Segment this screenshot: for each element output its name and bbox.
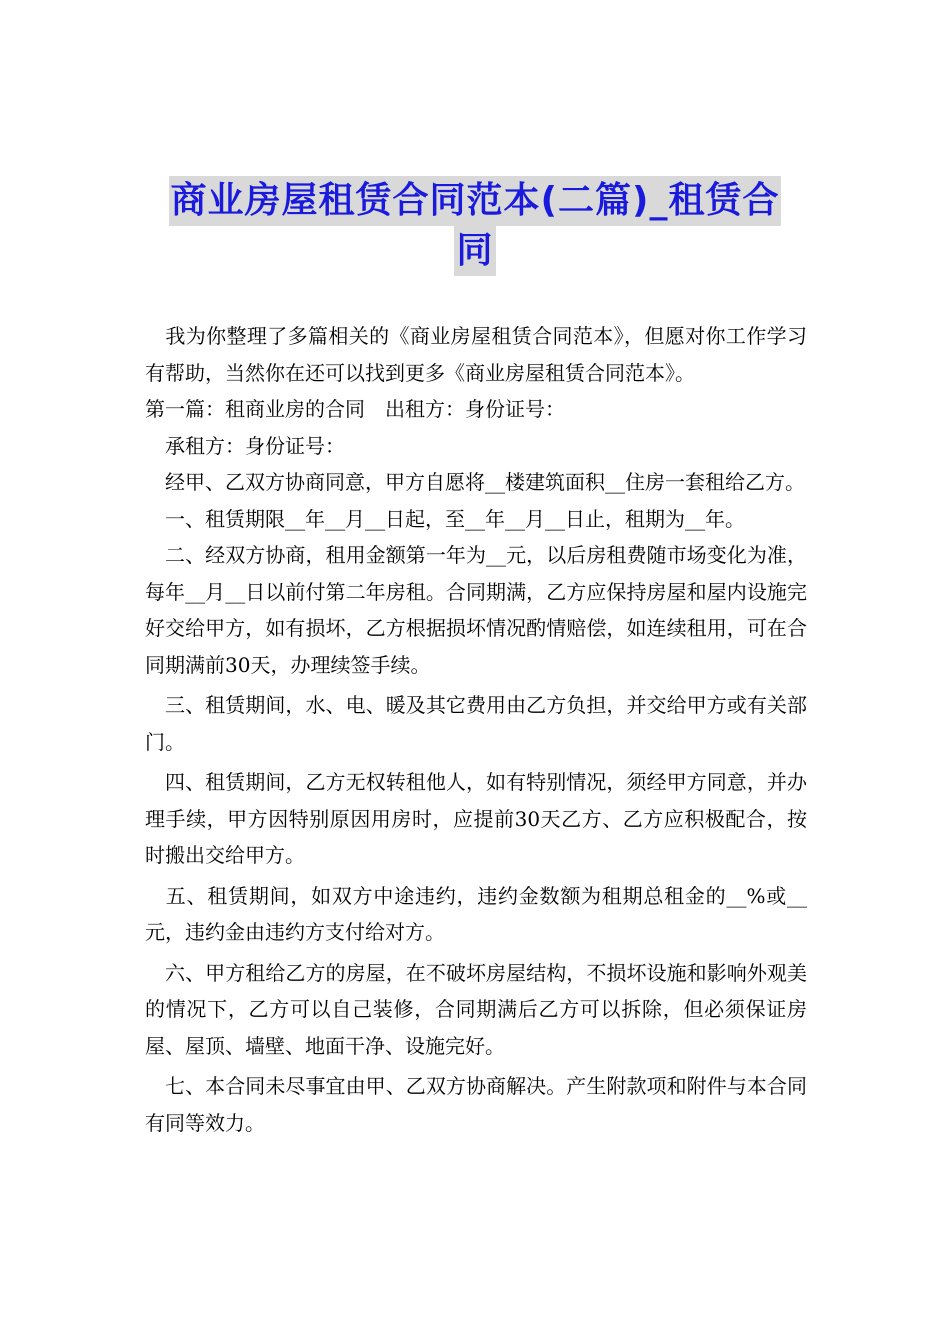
title-line-1: 商业房屋租赁合同范本(二篇)_租赁合 [169, 176, 782, 226]
title-line-2: 同 [454, 226, 495, 276]
clause-1: 一、租赁期限__年__月__日起，至__年__月__日止，租期为__年。 [145, 506, 745, 531]
clause-7: 七、本合同未尽事宜由甲、乙双方协商解决。产生附款项和附件与本合同有同等效力。 [145, 1074, 807, 1135]
clause-5: 五、租赁期间，如双方中途违约，违约金数额为租期总租金的__%或__元，违约金由违约方支付给对方。 [145, 883, 807, 944]
document-body [145, 318, 807, 1141]
clause-4: 四、租赁期间，乙方无权转租他人，如有特别情况，须经甲方同意，并办理手续，甲方因特别原因用房时，应提前30天乙方、乙方应积极配合，按时搬出交给甲方。 [145, 770, 807, 867]
clause-3: 三、租赁期间，水、电、暖及其它费用由乙方负担，并交给甲方或有关部门。 [145, 693, 807, 754]
agreement-paragraph: 经甲、乙双方协商同意，甲方自愿将__楼建筑面积__住房一套租给乙方。 [145, 470, 805, 494]
section-heading-first: 第一篇：租商业房的合同 出租方：身份证号： [145, 397, 565, 421]
intro-paragraph: 我为你整理了多篇相关的《商业房屋租赁合同范本》，但愿对你工作学习有帮助，当然你在还可以找到更多《商业房屋租赁合同范本》。 [145, 324, 807, 385]
clause-2: 二、经双方协商，租用金额第一年为__元，以后房租费随市场变化为准，每年__月__日以前付第二年房租。合同期满，乙方应保持房屋和屋内设施完好交给甲方，如有损坏，乙方根据损坏情况酌情赔偿，如连续租用，可在合同期满前30天，办理续签手续。 [145, 543, 807, 677]
clause-6: 六、甲方租给乙方的房屋，在不破坏房屋结构，不损坏设施和影响外观美的情况下，乙方可以自己装修，合同期满后乙方可以拆除，但必须保证房屋、屋顶、墙壁、地面干净、设施完好。 [145, 960, 807, 1058]
tenant-line: 承租方：身份证号： [145, 433, 345, 458]
document-title [140, 176, 810, 276]
